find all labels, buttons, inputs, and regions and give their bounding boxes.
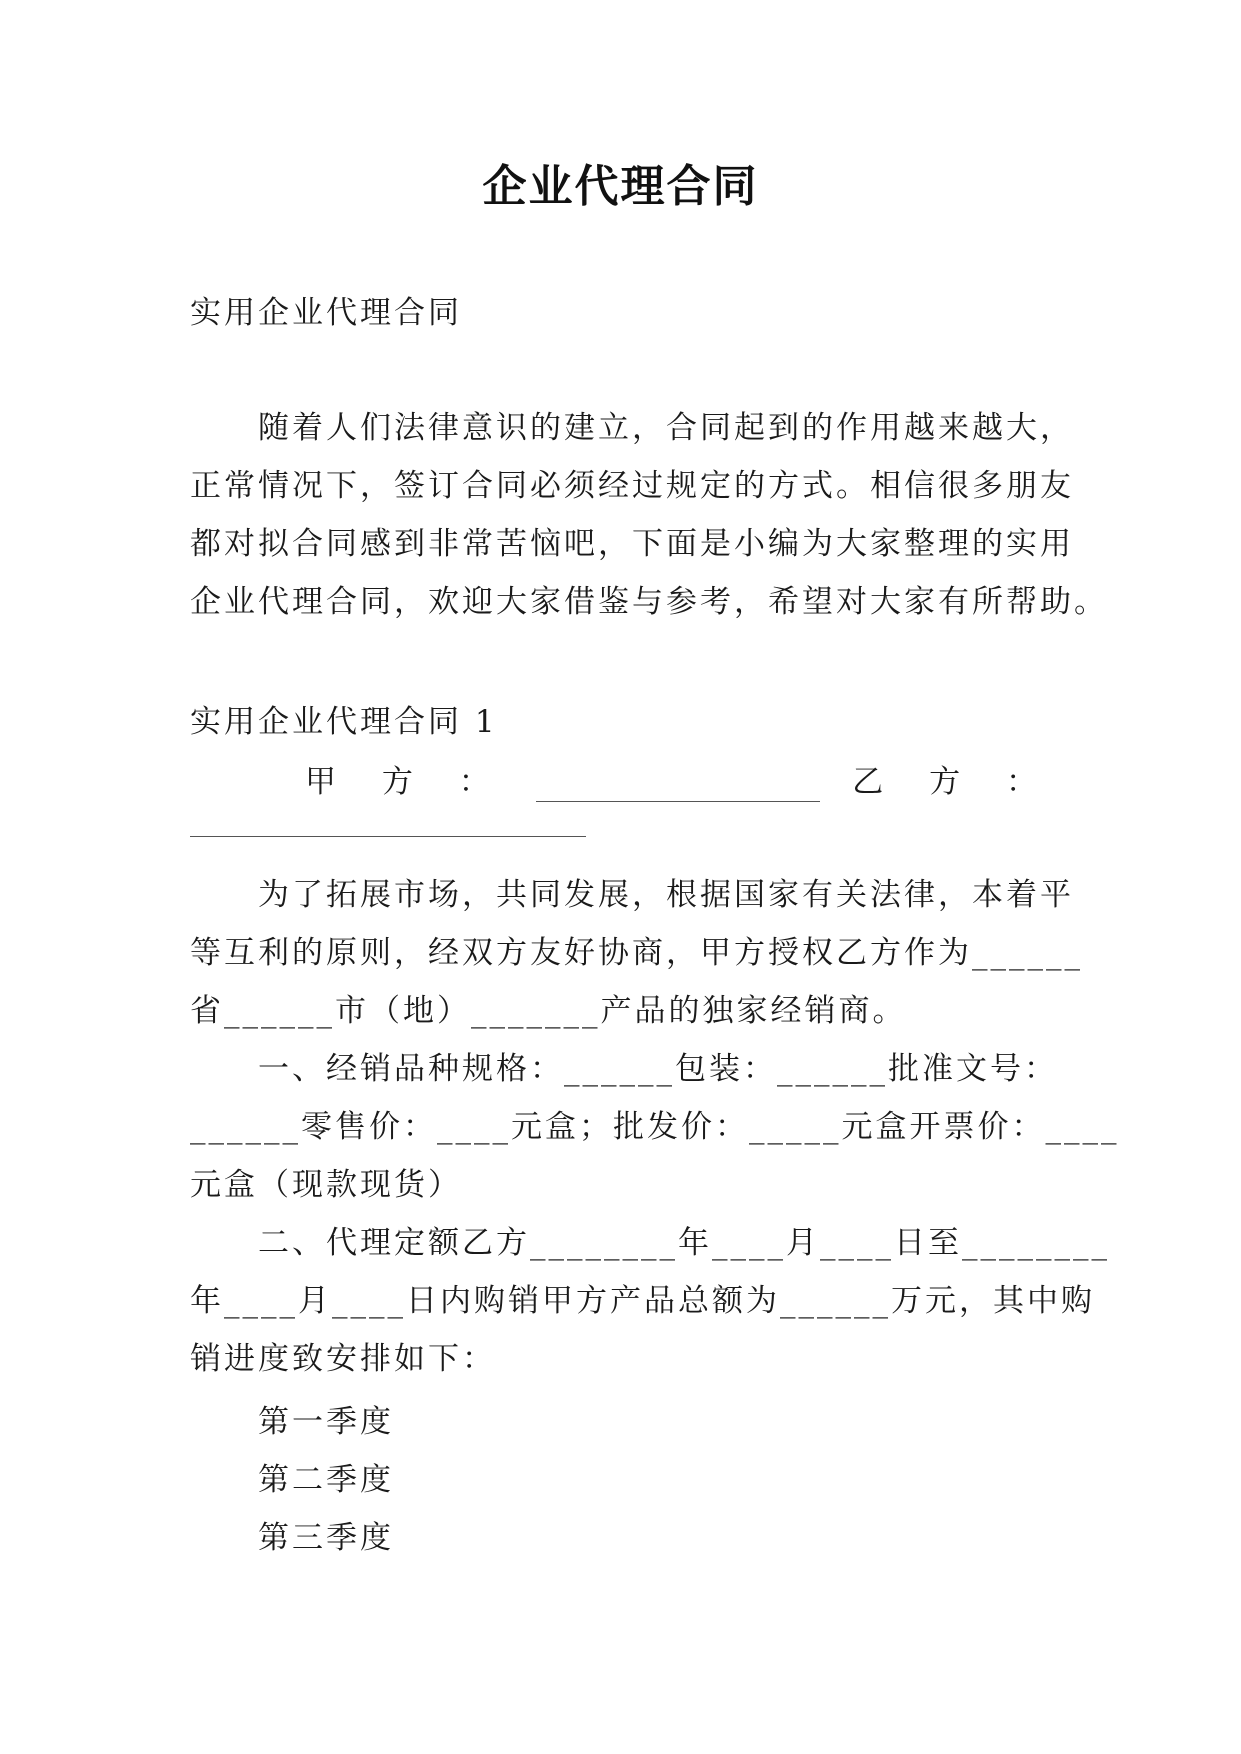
intro-line-2: 正常情况下，签订合同必须经过规定的方式。相信很多朋友 bbox=[190, 468, 1074, 504]
body-line-5: ______零售价：____元盒；批发价：_____元盒开票价：____ bbox=[190, 1109, 1120, 1145]
quarter-1: 第一季度 bbox=[258, 1404, 394, 1440]
party-a-label: 甲 方 ： bbox=[305, 764, 508, 800]
intro-line-3: 都对拟合同感到非常苦恼吧，下面是小编为大家整理的实用 bbox=[190, 526, 1074, 562]
quarter-2: 第二季度 bbox=[258, 1462, 394, 1498]
subtitle: 实用企业代理合同 bbox=[190, 295, 462, 331]
body-line-6: 元盒（现款现货） bbox=[190, 1167, 462, 1203]
body-line-4: 一、经销品种规格：______包装：______批准文号： bbox=[258, 1051, 1058, 1087]
body-line-8: 年____月____日内购销甲方产品总额为______万元，其中购 bbox=[190, 1283, 1095, 1319]
intro-line-4: 企业代理合同，欢迎大家借鉴与参考，希望对大家有所帮助。 bbox=[190, 584, 1108, 620]
document-title: 企业代理合同 bbox=[482, 161, 759, 212]
party-row bbox=[305, 762, 1055, 802]
body-line-2: 等互利的原则，经双方友好协商，甲方授权乙方作为______ bbox=[190, 935, 1083, 971]
intro-line-1: 随着人们法律意识的建立，合同起到的作用越来越大， bbox=[258, 410, 1074, 446]
body-line-1: 为了拓展市场，共同发展，根据国家有关法律，本着平 bbox=[258, 877, 1074, 913]
party-b-label: 乙 方 ： bbox=[852, 764, 1055, 800]
party-b-blank[interactable] bbox=[190, 836, 586, 837]
contract-heading: 实用企业代理合同 1 bbox=[190, 704, 498, 740]
body-line-9: 销进度致安排如下： bbox=[190, 1341, 496, 1377]
party-a-blank[interactable] bbox=[536, 773, 821, 802]
body-line-7: 二、代理定额乙方________年____月____日至________ bbox=[258, 1225, 1110, 1261]
body-line-3: 省______市（地）_______产品的独家经销商。 bbox=[190, 993, 907, 1029]
quarter-3: 第三季度 bbox=[258, 1520, 394, 1556]
